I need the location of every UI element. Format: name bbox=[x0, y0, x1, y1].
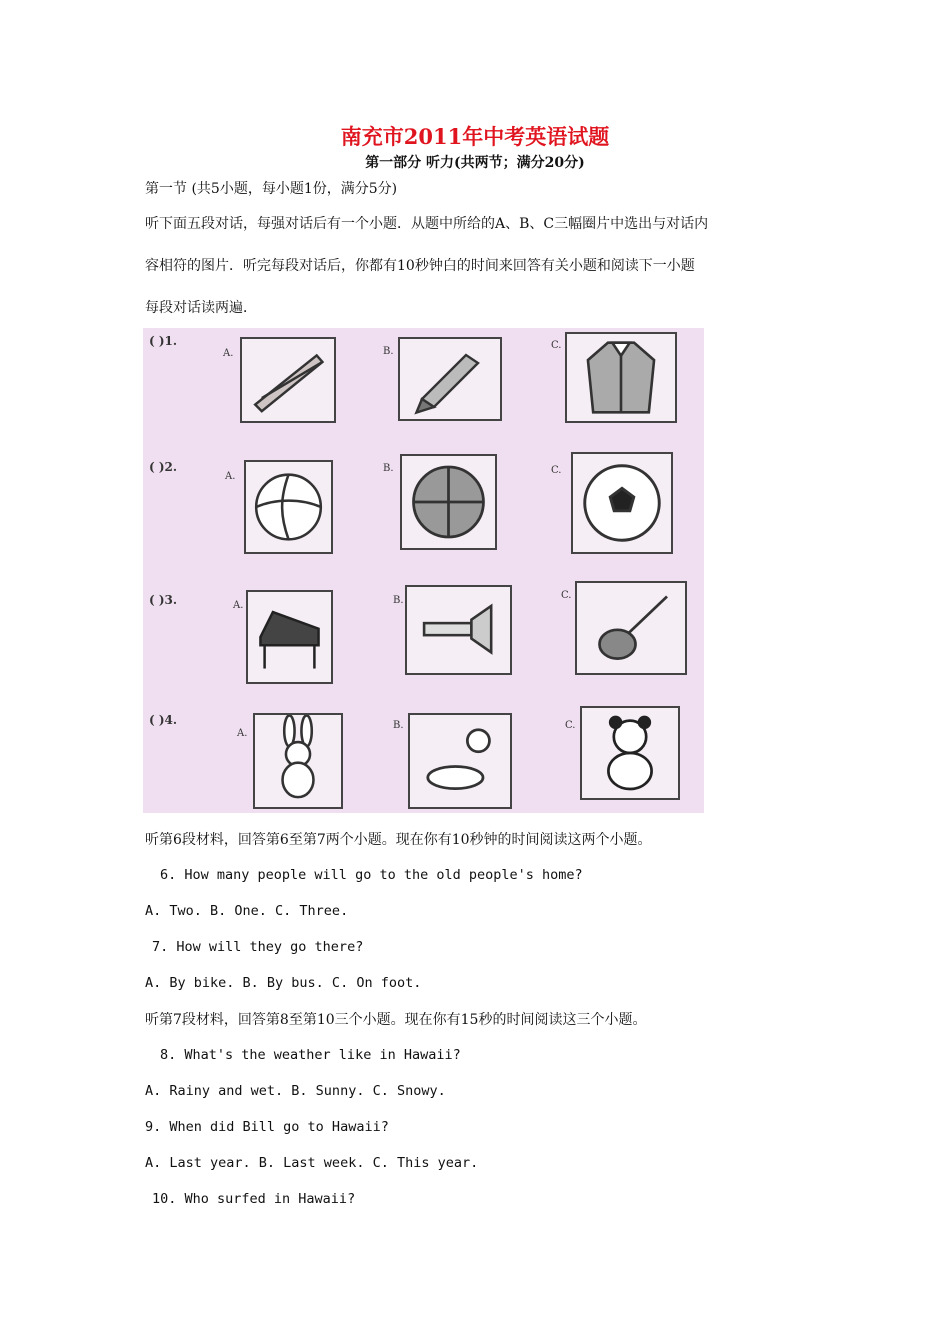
volleyball-icon bbox=[244, 460, 333, 554]
question-number: ( )3. bbox=[149, 593, 178, 607]
dog-icon bbox=[408, 713, 512, 809]
option-letter: B. bbox=[383, 463, 394, 474]
option-letter: C. bbox=[565, 720, 576, 731]
instruction-line: 听下面五段对话，每强对话后有一个小题．从题中所给的A、B、C三幅圈片中选出与对话内 bbox=[145, 216, 709, 232]
question-10: 10. Who surfed in Hawaii? bbox=[152, 1191, 356, 1207]
panda-icon bbox=[580, 706, 680, 800]
option-letter: B. bbox=[393, 720, 404, 731]
soccer-ball-icon bbox=[571, 452, 673, 554]
option-letter: A. bbox=[233, 600, 244, 611]
option-letter: A. bbox=[223, 348, 234, 359]
option-letter: C. bbox=[561, 590, 572, 601]
question-number: ( )1. bbox=[149, 334, 178, 348]
jacket-icon bbox=[565, 332, 677, 423]
question-number: ( )2. bbox=[149, 460, 178, 474]
trumpet-icon bbox=[405, 585, 512, 675]
ruler-icon bbox=[240, 337, 336, 423]
guitar-icon bbox=[575, 581, 687, 675]
instruction-line: 每段对话读两遍． bbox=[145, 300, 257, 316]
question-6: 6. How many people will go to the old people's home? bbox=[160, 867, 583, 883]
instruction-line: 容相符的图片．听完每段对话后，你都有10秒钟白的时间来回答有关小题和阅读下一小题 bbox=[145, 258, 695, 274]
question-8-options: A. Rainy and wet. B. Sunny. C. Snowy. bbox=[145, 1083, 446, 1099]
piano-icon bbox=[246, 590, 333, 684]
option-letter: C. bbox=[551, 465, 562, 476]
section-2-intro-7: 听第7段材料，回答第8至第10三个小题。现在你有15秒的时间阅读这三个小题。 bbox=[145, 1012, 647, 1028]
option-letter: A. bbox=[225, 471, 236, 482]
option-letter: B. bbox=[383, 346, 394, 357]
basketball-icon bbox=[400, 454, 497, 550]
question-7-options: A. By bike. B. By bus. C. On foot. bbox=[145, 975, 422, 991]
part-heading: 第一部分 听力(共两节；满分20分) bbox=[365, 155, 585, 171]
option-letter: A. bbox=[237, 728, 248, 739]
question-9: 9. When did Bill go to Hawaii? bbox=[145, 1119, 389, 1135]
picture-question-sheet bbox=[143, 328, 704, 813]
section-2-intro-6: 听第6段材料，回答第6至第7两个小题。现在你有10秒钟的时间阅读这两个小题。 bbox=[145, 832, 652, 848]
question-6-options: A. Two. B. One. C. Three. bbox=[145, 903, 349, 919]
section-heading: 第一节 (共5小题，每小题1份，满分5分) bbox=[145, 181, 398, 197]
question-number: ( )4. bbox=[149, 713, 178, 727]
question-9-options: A. Last year. B. Last week. C. This year. bbox=[145, 1155, 479, 1171]
option-letter: C. bbox=[551, 340, 562, 351]
option-letter: B. bbox=[393, 595, 404, 606]
pen-icon bbox=[398, 337, 502, 421]
question-8: 8. What's the weather like in Hawaii? bbox=[160, 1047, 461, 1063]
rabbit-icon bbox=[253, 713, 343, 809]
question-7: 7. How will they go there? bbox=[152, 939, 364, 955]
page-title: 南充市2011年中考英语试题 bbox=[340, 124, 610, 149]
